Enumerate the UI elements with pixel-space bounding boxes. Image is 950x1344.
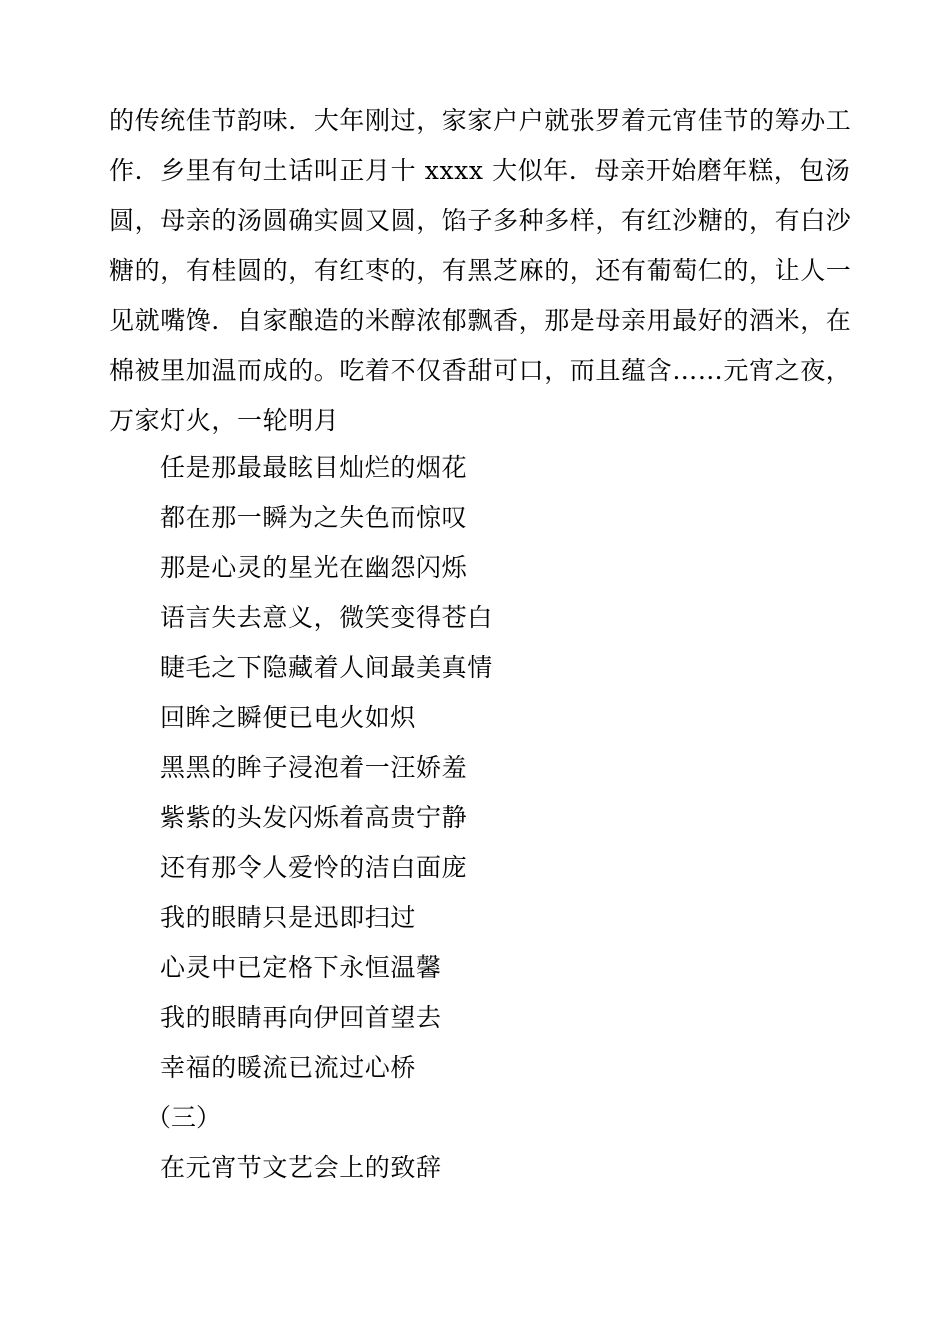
paragraph-line: 作．乡里有句土话叫正月十 xxxx 大似年．母亲开始磨年糕，包汤 [109, 156, 851, 185]
poem-line: 还有那令人爱怜的洁白面庞 [160, 853, 468, 882]
poem-line: 紫紫的头发闪烁着高贵宁静 [160, 803, 468, 832]
poem-line: 都在那一瞬为之失色而惊叹 [160, 503, 468, 532]
paragraph-line: 圆，母亲的汤圆确实圆又圆，馅子多种多样，有红沙糖的，有白沙 [109, 206, 852, 235]
poem-line: 我的眼睛再向伊回首望去 [160, 1003, 442, 1032]
poem [160, 443, 493, 1093]
paragraph-line: 糖的，有桂圆的，有红枣的，有黑芝麻的，还有葡萄仁的，让人一 [109, 256, 852, 285]
body-paragraph [109, 96, 852, 446]
section-title: 在元宵节文艺会上的致辞 [160, 1153, 442, 1182]
paragraph-line: 见就嘴馋．自家酿造的米醇浓郁飘香，那是母亲用最好的酒米，在 [109, 306, 852, 335]
poem-line: 心灵中已定格下永恒温馨 [160, 953, 442, 982]
paragraph-line: 万家灯火，一轮明月 [109, 406, 340, 435]
poem-line: 语言失去意义，微笑变得苍白 [160, 603, 493, 632]
poem-line: 睫毛之下隐藏着人间最美真情 [160, 653, 493, 682]
poem-line: 那是心灵的星光在幽怨闪烁 [160, 553, 468, 582]
poem-line: 黑黑的眸子浸泡着一汪娇羞 [160, 753, 468, 782]
poem-line: 幸福的暖流已流过心桥 [160, 1053, 417, 1082]
poem-line: 我的眼睛只是迅即扫过 [160, 903, 417, 932]
poem-line: 回眸之瞬便已电火如炽 [160, 703, 417, 732]
poem-line: 任是那最最眩目灿烂的烟花 [160, 453, 468, 482]
paragraph-line: 棉被里加温而成的。吃着不仅香甜可口，而且蕴含……元宵之夜， [109, 356, 852, 385]
section-number: （三） [146, 1103, 222, 1132]
paragraph-line: 的传统佳节韵味．大年刚过，家家户户就张罗着元宵佳节的筹办工 [109, 106, 852, 135]
